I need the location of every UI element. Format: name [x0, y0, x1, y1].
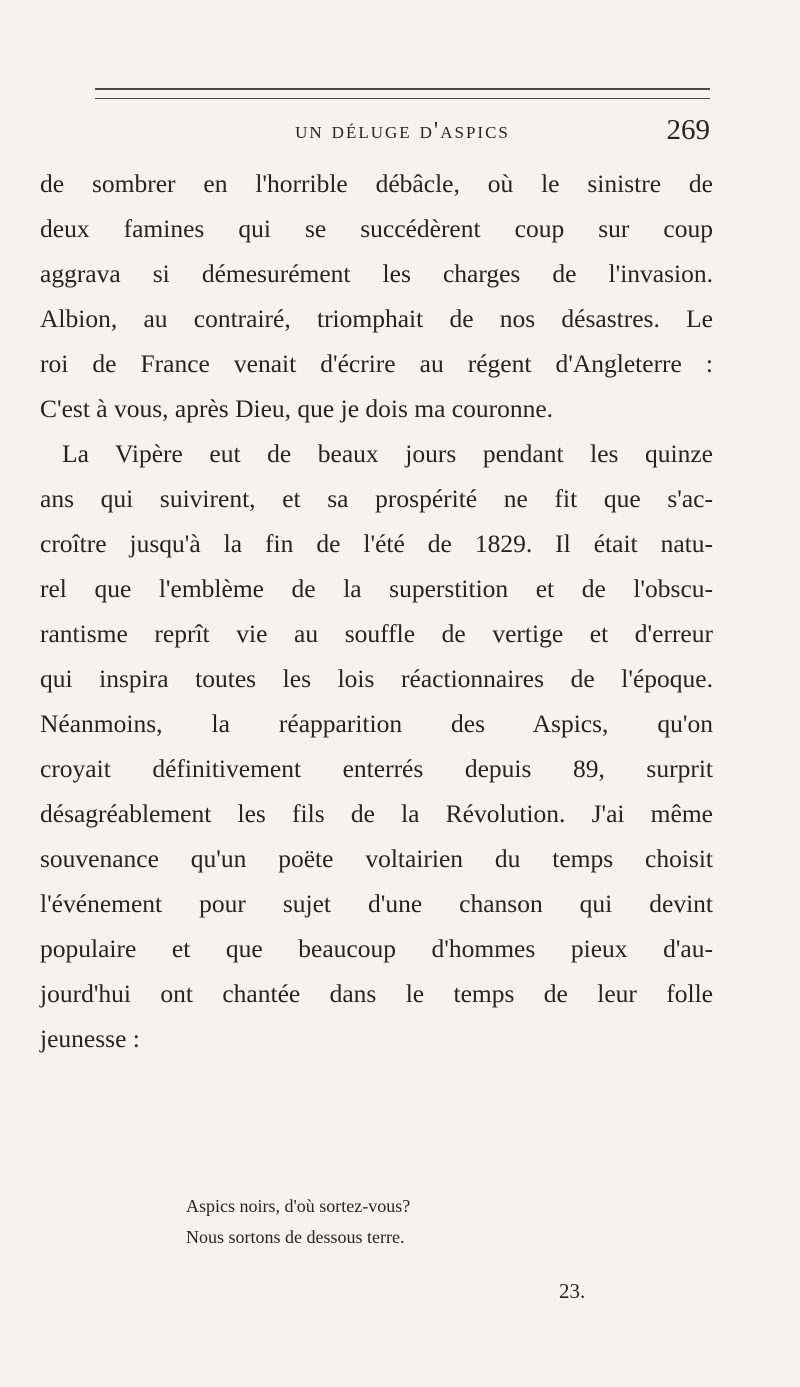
text-line: jourd'hui ont chantée dans le temps de leur folle: [40, 979, 713, 1008]
text-line: qui inspira toutes les lois réactionnaires de l'époque.: [40, 664, 713, 693]
text-line: jeunesse :: [40, 1024, 140, 1053]
header-rule-top: [95, 88, 710, 90]
running-header: [95, 110, 710, 150]
body-text: [40, 161, 713, 1061]
text-line: deux famines qui se succédèrent coup sur coup: [40, 214, 713, 243]
text-line: ans qui suivirent, et sa prospérité ne fit que s'ac-: [40, 484, 713, 513]
text-line: roi de France venait d'écrire au régent d'Angleterre :: [40, 349, 713, 378]
text-line: C'est à vous, après Dieu, que je dois ma couronne.: [40, 394, 554, 423]
text-line: Néanmoins, la réapparition des Aspics, qu'on: [40, 709, 713, 738]
verse-line: Aspics noirs, d'où sortez-vous?: [186, 1196, 411, 1216]
page-number: 269: [666, 114, 710, 146]
text-line: rel que l'emblème de la superstition et de l'obscu-: [40, 574, 713, 603]
verse-line: Nous sortons de dessous terre.: [186, 1227, 405, 1247]
verse-quotation: [186, 1191, 686, 1253]
text-line: populaire et que beaucoup d'hommes pieux d'au-: [40, 934, 713, 963]
running-title: un déluge d'aspics: [295, 118, 510, 144]
text-line: l'événement pour sujet d'une chanson qui devint: [40, 889, 713, 918]
text-line: Albion, au contrairé, triomphait de nos désastres. Le: [40, 304, 713, 333]
text-line: de sombrer en l'horrible débâcle, où le sinistre de: [40, 169, 713, 198]
text-line: désagréablement les fils de la Révolution. J'ai même: [40, 799, 713, 828]
header-rule-bottom: [95, 98, 710, 99]
text-line: croyait définitivement enterrés depuis 89, surprit: [40, 754, 713, 783]
text-line: aggrava si démesurément les charges de l'invasion.: [40, 259, 713, 288]
text-line: croître jusqu'à la fin de l'été de 1829. Il était natu-: [40, 529, 713, 558]
text-line: La Vipère eut de beaux jours pendant les quinze: [62, 439, 713, 468]
signature-mark: 23.: [559, 1279, 586, 1303]
text-line: souvenance qu'un poëte voltairien du temps choisit: [40, 844, 713, 873]
text-line: rantisme reprît vie au souffle de vertige et d'erreur: [40, 619, 713, 648]
